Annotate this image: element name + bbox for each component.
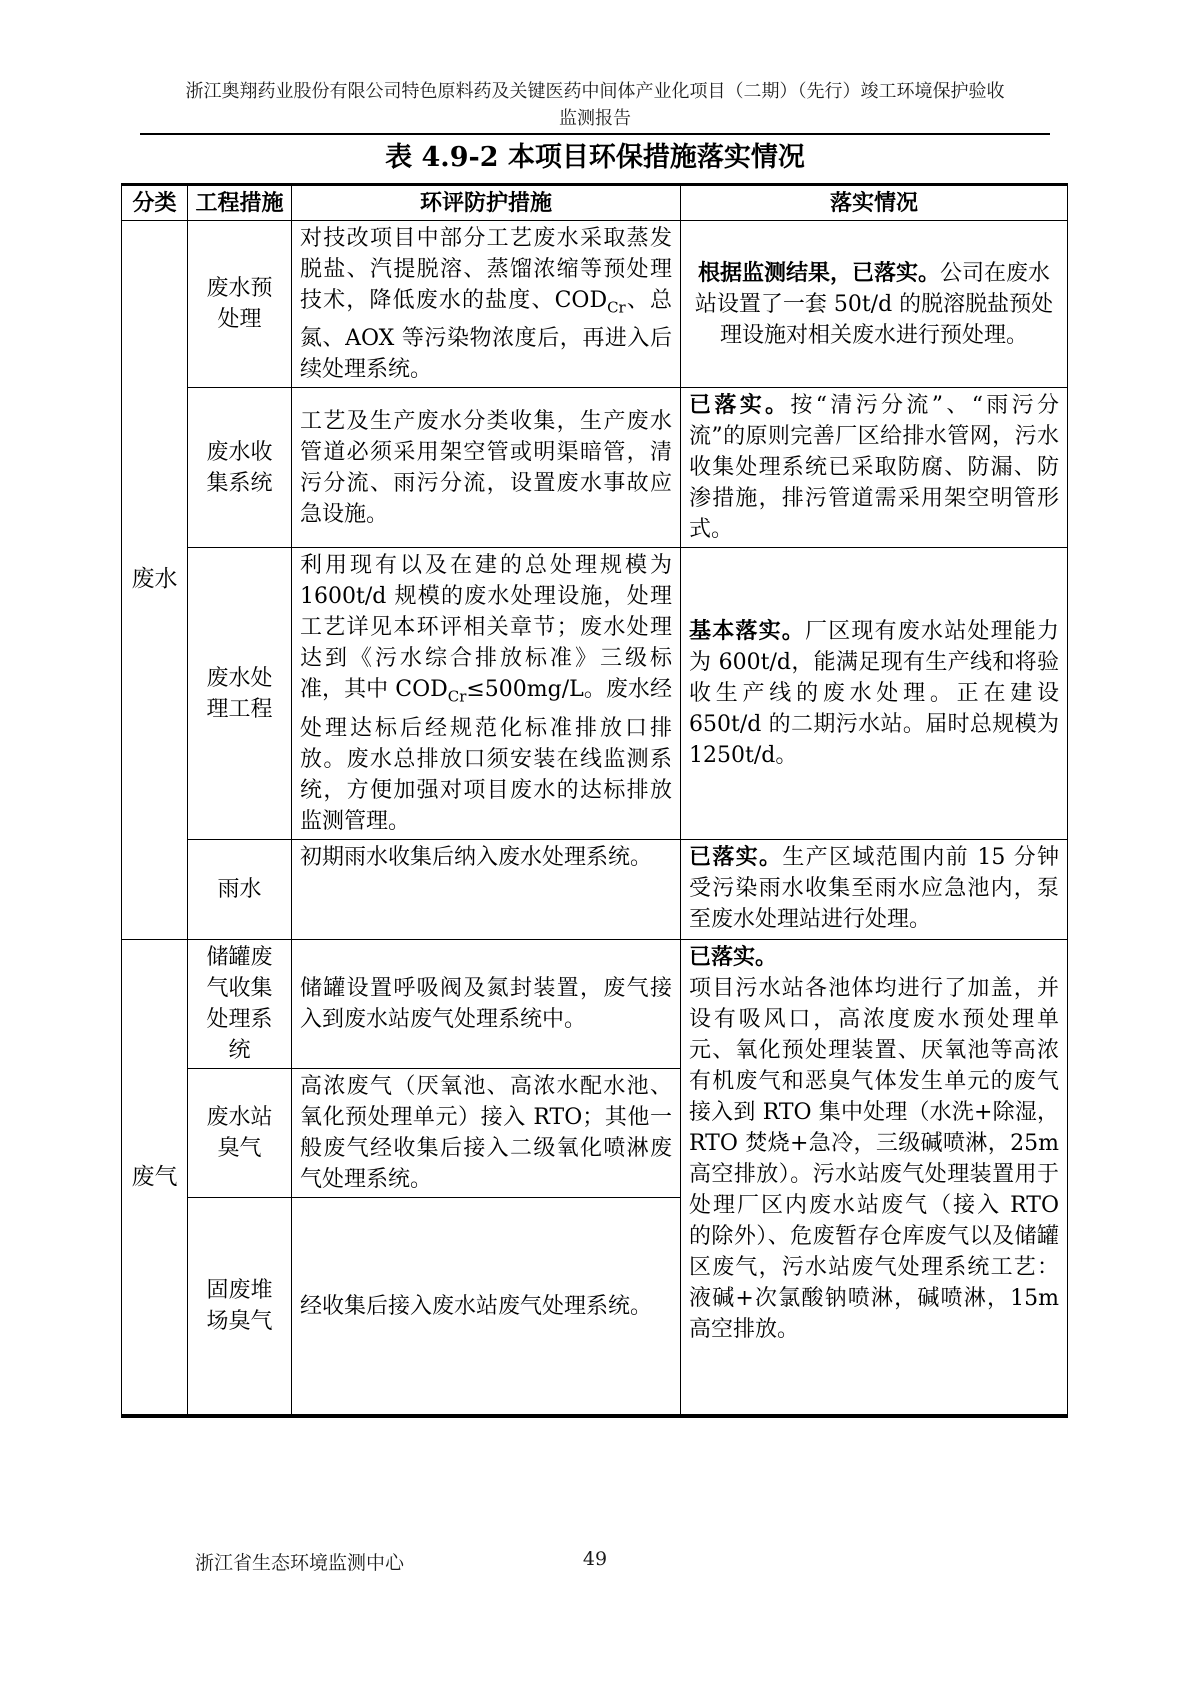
- page-number: 49: [582, 1548, 608, 1570]
- measures-table: [121, 183, 1068, 1418]
- table-row-rainwater: [122, 839, 1068, 939]
- requirement-cell: 对技改项目中部分工艺废水采取蒸发脱盐、汽提脱溶、蒸馏浓缩等预处理技术，降低废水的盐度、$COD_{Cr}$、总氮、AOX 等污染物浓度后，再进入后续处理系统。: [292, 221, 681, 388]
- requirement-cell: 工艺及生产废水分类收集，生产废水管道必须采用架空管或明渠暗管，清污分流、雨污分流，设置废水事故应急设施。: [292, 388, 681, 548]
- column-header-measure: 工程措施: [188, 185, 292, 221]
- measure-cell: 废水站臭气: [188, 1068, 292, 1197]
- table-title: 表 4.9-2 本项目环保措施落实情况: [385, 142, 805, 173]
- category-cell-wastegas: 废气: [122, 939, 188, 1416]
- column-header-requirement: 环评防护措施: [292, 185, 681, 221]
- running-header-line2: 监测报告: [559, 108, 631, 129]
- footer-organization: 浙江省生态环境监测中心: [195, 1552, 405, 1574]
- column-header-status: 落实情况: [681, 185, 1068, 221]
- table-row-wastewater-pretreatment: [122, 221, 1068, 388]
- table-row-wastewater-collection: [122, 388, 1068, 548]
- table-row-tank-gas: [122, 939, 1068, 1068]
- measure-cell: 雨水: [188, 839, 292, 939]
- measure-cell: 固废堆场臭气: [188, 1197, 292, 1416]
- measure-cell: 废水收集系统: [188, 388, 292, 548]
- requirement-cell: 利用现有以及在建的总处理规模为 1600t/d 规模的废水处理设施，处理工艺详见本环评相关章节；废水处理达到《污水综合排放标准》三级标准，其中 $COD_{Cr}\le 500mg/L$。废水经处理达标后经规范化标准排放口排放。废水总排放口须安装在线监测系统，方便加强对项目废水的达标排放监测管理。: [292, 548, 681, 839]
- status-cell: 已落实。按“清污分流”、“雨污分流”的原则完善厂区给排水管网，污水收集处理系统已采取防腐、防漏、防渗措施，排污管道需采用架空明管形式。: [681, 388, 1068, 548]
- status-cell: 已落实。生产区域范围内前 15 分钟受污染雨水收集至雨水应急池内，泵至废水处理站进行处理。: [681, 839, 1068, 939]
- measure-cell: 废水处理工程: [188, 548, 292, 839]
- requirement-cell: 高浓废气（厌氧池、高浓水配水池、氧化预处理单元）接入 RTO；其他一般废气经收集后接入二级氧化喷淋废气处理系统。: [292, 1068, 681, 1197]
- table-header-row: [122, 185, 1068, 221]
- column-header-category: 分类: [122, 185, 188, 221]
- table-row-wastewater-treatment: [122, 548, 1068, 839]
- measure-cell: 储罐废气收集处理系统: [188, 939, 292, 1068]
- running-header: [140, 78, 1050, 132]
- running-header-line1: 浙江奥翔药业股份有限公司特色原料药及关键医药中间体产业化项目（二期）（先行）竣工环境保护验收: [185, 81, 1005, 102]
- category-cell-wastewater: 废水: [122, 221, 188, 940]
- requirement-cell: 经收集后接入废水站废气处理系统。: [292, 1197, 681, 1416]
- header-divider: [140, 133, 1050, 135]
- requirement-cell: 初期雨水收集后纳入废水处理系统。: [292, 839, 681, 939]
- status-cell-merged: 已落实。 项目污水站各池体均进行了加盖，并设有吸风口，高浓度废水预处理单元、氧化预处理装置、厌氧池等高浓有机废气和恶臭气体发生单元的废气接入到 RTO 集中处理（水洗+除湿，RTO 焚烧+急冷，三级碱喷淋，25m 高空排放）。污水站废气处理装置用于处理厂区内废水站废气（接入 RTO 的除外）、危废暂存仓库废气以及储罐区废气，污水站废气处理系统工艺：液碱+次氯酸钠喷淋，碱喷淋，15m 高空排放。: [681, 939, 1068, 1416]
- requirement-cell: 储罐设置呼吸阀及氮封装置，废气接入到废水站废气处理系统中。: [292, 939, 681, 1068]
- measure-cell: 废水预处理: [188, 221, 292, 388]
- status-cell: 基本落实。厂区现有废水站处理能力为 600t/d，能满足现有生产线和将验收生产线的废水处理。正在建设 650t/d 的二期污水站。届时总规模为 1250t/d。: [681, 548, 1068, 839]
- status-cell: 根据监测结果，已落实。公司在废水站设置了一套 50t/d 的脱溶脱盐预处理设施对相关废水进行预处理。: [681, 221, 1068, 388]
